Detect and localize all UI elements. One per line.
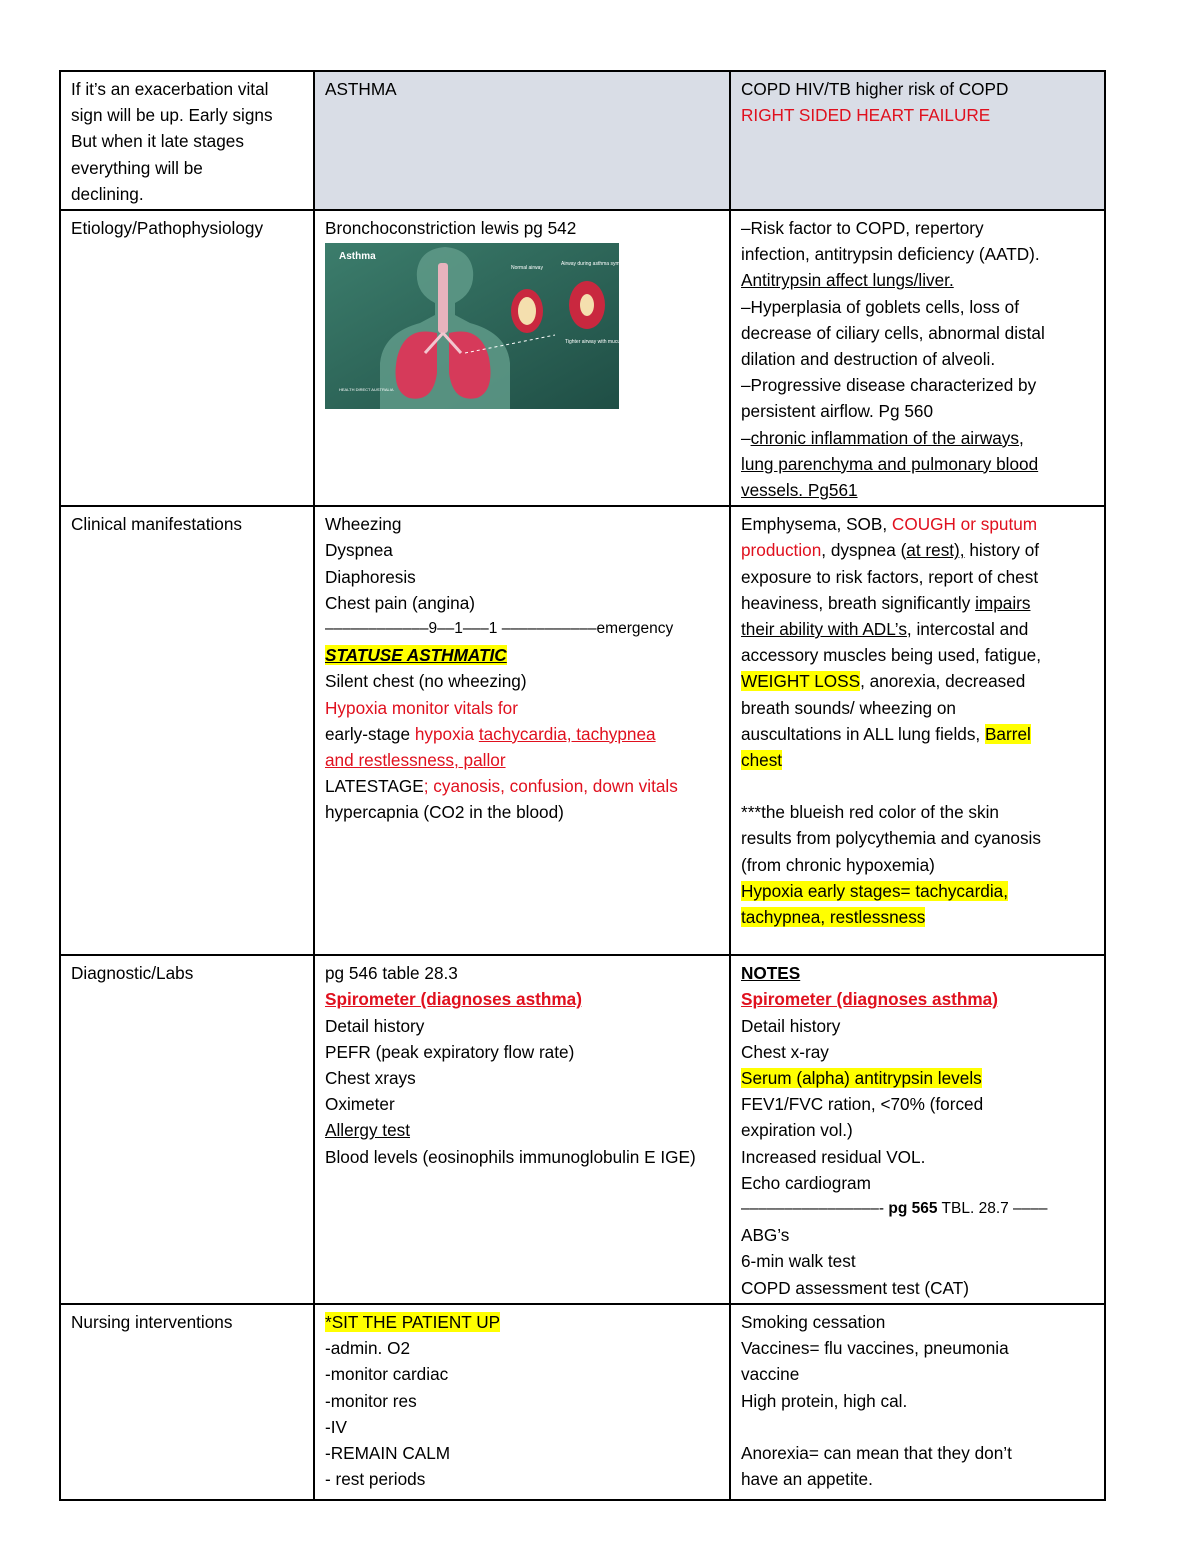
barrel-chest-highlight-2: chest — [741, 750, 783, 771]
copd-etiology-line: infection, antitrypsin deficiency (AATD). — [741, 244, 1040, 265]
asthma-diag-item: Detail history — [325, 1015, 425, 1036]
spacer — [741, 773, 1094, 799]
copd-diag-table: TBL. 28.7 –––– — [937, 1200, 1048, 1218]
serum-antitrypsin-highlight: Serum (alpha) antitrypsin levels — [741, 1068, 982, 1089]
figure-title: Asthma — [339, 251, 376, 263]
asthma-spirometer: Spirometer (diagnoses asthma) — [325, 989, 582, 1010]
copd-impairs-text: impairs — [975, 592, 1031, 613]
copd-symptom-text: exposure to risk factors, report of chest — [741, 566, 1039, 587]
copd-intervention: Anorexia= can mean that they don’t — [741, 1442, 1012, 1463]
asthma-intervention: -monitor cardiac — [325, 1364, 449, 1385]
hypoxia-early-highlight: Hypoxia early stages= tachycardia, — [741, 880, 1009, 901]
copd-nursing-cell — [730, 1304, 1105, 1500]
copd-diag-item: FEV1/FVC ration, <70% (forced — [741, 1094, 984, 1115]
asthma-symptom: Dyspnea — [325, 540, 393, 561]
copd-adl-text: their ability with ADL’s — [741, 619, 907, 640]
header-note-line: sign will be up. Early signs — [71, 105, 273, 126]
copd-etiology-line: –Hyperplasia of goblets cells, loss of — [741, 296, 1020, 317]
early-stage-signs-2: and restlessness, pallor — [325, 750, 506, 771]
asthma-intervention: - rest periods — [325, 1469, 426, 1490]
copd-symptom-text: , intercostal and — [906, 619, 1029, 640]
asthma-clinical-cell — [314, 506, 730, 955]
early-stage-prefix: early-stage — [325, 723, 415, 744]
diagnostic-label: Diagnostic/Labs — [71, 963, 194, 984]
asthma-etiology-cell — [314, 210, 730, 506]
header-note-cell — [60, 71, 314, 210]
clinical-row — [60, 506, 1105, 955]
nursing-row — [60, 1304, 1105, 1500]
polycythemia-note: (from chronic hypoxemia) — [741, 854, 935, 875]
asthma-intervention: -admin. O2 — [325, 1338, 411, 1359]
copd-diag-item: Echo cardiogram — [741, 1172, 871, 1193]
header-note-line: declining. — [71, 183, 144, 204]
figure-label-tighter: Tighter airway with mucus — [565, 339, 623, 346]
nursing-label-cell — [60, 1304, 314, 1500]
copd-etiology-line: –Risk factor to COPD, repertory — [741, 218, 984, 239]
etiology-label-cell — [60, 210, 314, 506]
asthma-symptom: Wheezing — [325, 514, 402, 535]
copd-diag-page: pg 565 — [888, 1200, 938, 1218]
copd-diag-item: expiration vol.) — [741, 1120, 853, 1141]
copd-at-rest-text: at rest), — [906, 540, 965, 561]
asthma-intervention: -IV — [325, 1416, 347, 1437]
copd-spirometer: Spirometer (diagnoses asthma) — [741, 989, 998, 1010]
etiology-label: Etiology/Pathophysiology — [71, 218, 264, 239]
header-note-line: But when it late stages — [71, 131, 244, 152]
severity-scale: ––––––––––––9––1–––1 –––––––––––emergency — [325, 620, 674, 638]
nursing-label: Nursing interventions — [71, 1311, 233, 1332]
copd-cough-text: COUGH or sputum — [891, 514, 1038, 535]
sit-patient-up-highlight: *SIT THE PATIENT UP — [325, 1311, 501, 1332]
copd-intervention: vaccine — [741, 1364, 800, 1385]
asthma-header-cell — [314, 71, 730, 210]
barrel-chest-highlight: Barrel — [984, 723, 1031, 744]
status-asthmaticus: STATUSE ASTHMATIC — [325, 645, 507, 666]
asthma-diag-item: Chest xrays — [325, 1068, 416, 1089]
copd-etiology-line: decrease of ciliary cells, abnormal distal — [741, 322, 1045, 343]
asthma-header: ASTHMA — [325, 79, 397, 99]
hypoxia-early-highlight-2: tachypnea, restlessness — [741, 907, 926, 928]
asthma-blood-levels: Blood levels (eosinophils immunoglobulin E IGE) — [325, 1146, 696, 1167]
copd-etiology-line: –Progressive disease characterized by — [741, 375, 1037, 396]
clinical-label: Clinical manifestations — [71, 514, 242, 535]
etiology-row — [60, 210, 1105, 506]
copd-intervention: Vaccines= flu vaccines, pneumonia — [741, 1338, 1009, 1359]
copd-symptom-text: auscultations in ALL lung fields, — [741, 723, 985, 744]
asthma-diag-item: PEFR (peak expiratory flow rate) — [325, 1041, 575, 1062]
right-heart-failure-header: RIGHT SIDED HEART FAILURE — [741, 105, 991, 126]
header-note-line: everything will be — [71, 157, 203, 178]
copd-symptom-text: accessory muscles being used, fatigue, — [741, 645, 1041, 666]
copd-diag-item: Increased residual VOL. — [741, 1146, 926, 1167]
copd-diagnostic-cell — [730, 955, 1105, 1304]
asthma-intervention: -monitor res — [325, 1390, 417, 1411]
copd-diag-item: Chest x-ray — [741, 1041, 829, 1062]
trachea-shape — [438, 263, 448, 333]
early-stage-hypoxia: hypoxia — [414, 723, 479, 744]
copd-etiology-line: Antitrypsin affect lungs/liver. — [741, 270, 954, 291]
copd-symptom-text: , anorexia, decreased — [860, 671, 1026, 692]
copd-etiology-line: lung parenchyma and pulmonary blood — [741, 453, 1039, 474]
copd-symptom-text: breath sounds/ wheezing on — [741, 697, 956, 718]
asthma-symptom: Chest pain (angina) — [325, 592, 476, 613]
header-note-line: If it’s an exacerbation vital — [71, 79, 269, 99]
asthma-diagnostic-cell — [314, 955, 730, 1304]
asthma-etiology-text: Bronchoconstriction lewis pg 542 — [325, 218, 577, 239]
copd-etiology-line: persistent airflow. Pg 560 — [741, 401, 934, 422]
copd-symptom-text: history of — [964, 540, 1040, 561]
asthma-diag-item: Oximeter — [325, 1094, 395, 1115]
diagnostic-row — [60, 955, 1105, 1304]
copd-header-cell — [730, 71, 1105, 210]
copd-intervention: High protein, high cal. — [741, 1390, 908, 1411]
copd-diag-item: Detail history — [741, 1015, 841, 1036]
polycythemia-note: ***the blueish red color of the skin — [741, 802, 999, 823]
inflamed-airway-lumen — [580, 294, 594, 316]
copd-symptom-text: Emphysema, SOB, — [741, 514, 892, 535]
copd-diag-item: COPD assessment test (CAT) — [741, 1277, 969, 1298]
normal-airway-lumen — [518, 297, 536, 325]
spacer — [741, 1414, 1094, 1440]
early-stage-signs: tachycardia, tachypnea — [478, 723, 656, 744]
copd-header: COPD HIV/TB higher risk of COPD — [741, 79, 1009, 99]
late-stage-prefix: LATESTAGE — [325, 776, 424, 797]
asthma-lungs-figure — [325, 243, 634, 409]
late-stage-signs: ; cyanosis, confusion, down vitals — [423, 776, 678, 797]
hypercapnia: hypercapnia (CO2 in the blood) — [325, 802, 564, 823]
asthma-allergy-test: Allergy test — [325, 1120, 411, 1141]
copd-clinical-cell — [730, 506, 1105, 955]
asthma-diag-page: pg 546 table 28.3 — [325, 963, 458, 984]
asthma-symptom: Diaphoresis — [325, 566, 416, 587]
copd-etiology-line: dilation and destruction of alveoli. — [741, 349, 996, 370]
asthma-nursing-cell — [314, 1304, 730, 1500]
silent-chest: Silent chest (no wheezing) — [325, 671, 527, 692]
copd-etiology-dash: – — [741, 427, 751, 448]
copd-intervention: have an appetite. — [741, 1468, 873, 1489]
polycythemia-note: results from polycythemia and cyanosis — [741, 828, 1041, 849]
figure-label-normal: Normal airway — [511, 265, 543, 272]
weight-loss-highlight: WEIGHT LOSS — [741, 671, 861, 692]
copd-intervention: Smoking cessation — [741, 1311, 886, 1332]
figure-logo: HEALTH DIRECT AUSTRALIA — [339, 387, 394, 393]
figure-label-inflamed: Airway during asthma symptoms — [561, 261, 634, 268]
copd-symptom-text: heaviness, breath significantly — [741, 592, 976, 613]
copd-etiology-line: vessels. Pg561 — [741, 480, 858, 501]
copd-notes-heading: NOTES — [741, 963, 801, 984]
hypoxia-monitor: Hypoxia monitor vitals for — [325, 697, 518, 718]
copd-symptom-text: , dyspnea ( — [821, 540, 907, 561]
copd-diag-dashes: ––––––––––––––––- — [741, 1200, 889, 1218]
header-row — [60, 71, 1105, 210]
diagnostic-label-cell — [60, 955, 314, 1304]
copd-production-text: production — [741, 540, 822, 561]
copd-diag-item: ABG’s — [741, 1225, 790, 1246]
comparison-table — [59, 70, 1106, 1501]
clinical-label-cell — [60, 506, 314, 955]
copd-etiology-line: chronic inflammation of the airways, — [750, 427, 1024, 448]
asthma-intervention: -REMAIN CALM — [325, 1442, 451, 1463]
copd-etiology-cell — [730, 210, 1105, 506]
copd-diag-item: 6-min walk test — [741, 1251, 856, 1272]
